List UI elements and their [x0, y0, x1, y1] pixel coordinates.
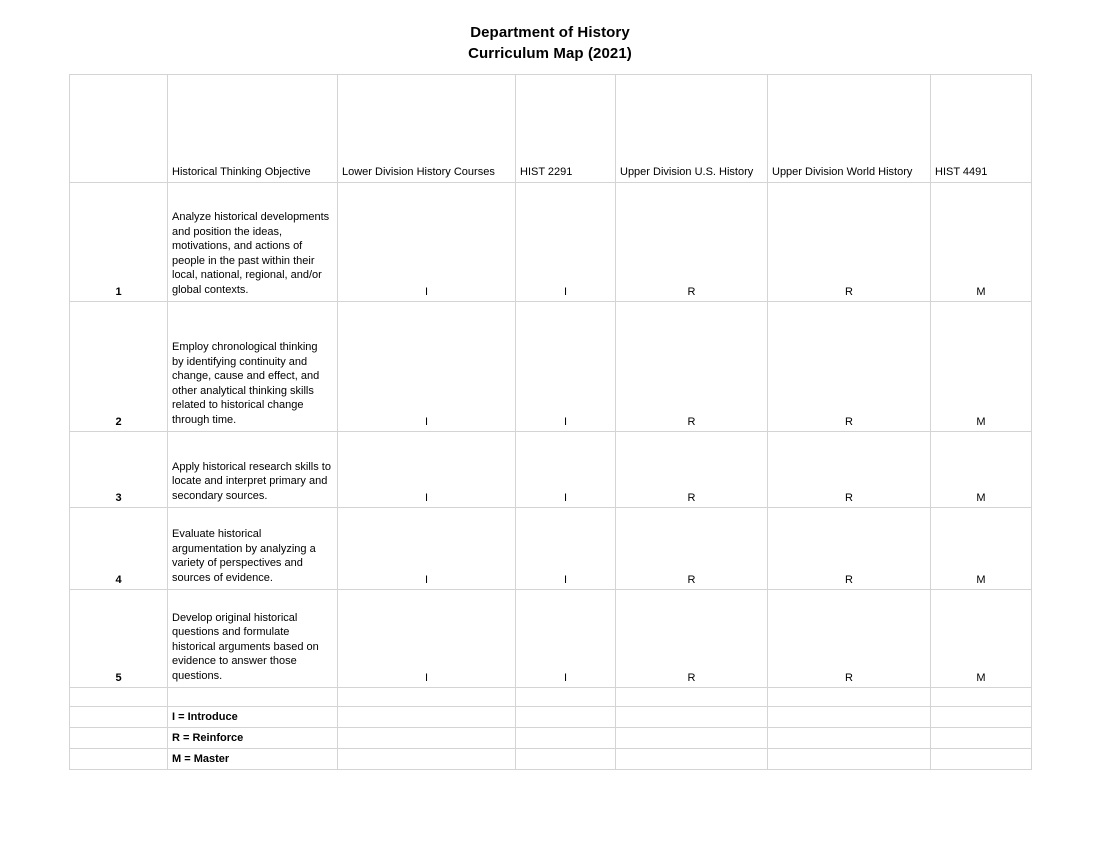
row-objective: Develop original historical questions and formulate historical arguments based on evidence to answer those questions. [168, 590, 338, 688]
legend-row-reinforce [70, 728, 1032, 749]
cell-upper-world: R [768, 590, 931, 688]
row-number: 5 [70, 590, 168, 688]
legend-blank-cell [516, 707, 616, 728]
legend-row-introduce [70, 707, 1032, 728]
cell-hist4491: M [931, 432, 1032, 508]
header-objective: Historical Thinking Objective [168, 75, 338, 183]
cell-hist4491: M [931, 183, 1032, 302]
table-row [70, 183, 1032, 302]
row-number: 4 [70, 508, 168, 590]
table-row [70, 590, 1032, 688]
header-hist2291: HIST 2291 [516, 75, 616, 183]
header-upper-us: Upper Division U.S. History [616, 75, 768, 183]
legend-blank-cell [516, 728, 616, 749]
row-objective: Apply historical research skills to locate and interpret primary and secondary sources. [168, 432, 338, 508]
row-objective: Analyze historical developments and position the ideas, motivations, and actions of people in the past within their local, national, regional, and/or global contexts. [168, 183, 338, 302]
table-row [70, 302, 1032, 432]
legend-blank-cell [338, 728, 516, 749]
cell-hist4491: M [931, 302, 1032, 432]
cell-hist2291: I [516, 302, 616, 432]
legend-blank-cell [931, 749, 1032, 770]
title-line-curriculum: Curriculum Map (2021) [468, 45, 632, 62]
legend-label: R = Reinforce [168, 728, 338, 749]
spacer-cell [616, 688, 768, 707]
cell-lower-division: I [338, 508, 516, 590]
table-row [70, 508, 1032, 590]
cell-lower-division: I [338, 183, 516, 302]
legend-row-master [70, 749, 1032, 770]
spacer-cell [70, 688, 168, 707]
legend-blank-cell [616, 728, 768, 749]
cell-hist4491: M [931, 590, 1032, 688]
cell-upper-world: R [768, 508, 931, 590]
legend-blank-cell [768, 707, 931, 728]
legend-label: I = Introduce [168, 707, 338, 728]
header-upper-world: Upper Division World History [768, 75, 931, 183]
legend-blank-cell [768, 749, 931, 770]
spacer-cell [931, 688, 1032, 707]
cell-upper-us: R [616, 183, 768, 302]
row-number: 3 [70, 432, 168, 508]
spacer-row [70, 688, 1032, 707]
cell-lower-division: I [338, 302, 516, 432]
legend-blank-cell [768, 728, 931, 749]
cell-upper-world: R [768, 432, 931, 508]
cell-hist4491: M [931, 508, 1032, 590]
legend-blank-cell [70, 749, 168, 770]
legend-blank-cell [616, 707, 768, 728]
row-objective: Employ chronological thinking by identifying continuity and change, cause and effect, and other analytical thinking skills related to historical change through time. [168, 302, 338, 432]
legend-blank-cell [338, 749, 516, 770]
row-number: 2 [70, 302, 168, 432]
legend-blank-cell [70, 707, 168, 728]
cell-upper-us: R [616, 590, 768, 688]
spacer-cell [168, 688, 338, 707]
legend-blank-cell [616, 749, 768, 770]
legend-label: M = Master [168, 749, 338, 770]
curriculum-map-table [69, 74, 1032, 770]
table-header-row [70, 75, 1032, 183]
table-row [70, 432, 1032, 508]
page-title [0, 22, 1100, 64]
legend-blank-cell [931, 728, 1032, 749]
row-objective: Evaluate historical argumentation by analyzing a variety of perspectives and sources of evidence. [168, 508, 338, 590]
legend-blank-cell [516, 749, 616, 770]
legend-blank-cell [70, 728, 168, 749]
spacer-cell [516, 688, 616, 707]
title-line-department: Department of History [470, 24, 630, 41]
cell-upper-world: R [768, 302, 931, 432]
cell-upper-us: R [616, 508, 768, 590]
cell-upper-world: R [768, 183, 931, 302]
legend-blank-cell [338, 707, 516, 728]
cell-hist2291: I [516, 590, 616, 688]
cell-hist2291: I [516, 432, 616, 508]
cell-upper-us: R [616, 302, 768, 432]
legend-blank-cell [931, 707, 1032, 728]
header-hist4491: HIST 4491 [931, 75, 1032, 183]
cell-upper-us: R [616, 432, 768, 508]
spacer-cell [338, 688, 516, 707]
cell-hist2291: I [516, 183, 616, 302]
cell-lower-division: I [338, 590, 516, 688]
cell-lower-division: I [338, 432, 516, 508]
row-number: 1 [70, 183, 168, 302]
spacer-cell [768, 688, 931, 707]
header-lower-division: Lower Division History Courses [338, 75, 516, 183]
header-number [70, 75, 168, 183]
cell-hist2291: I [516, 508, 616, 590]
